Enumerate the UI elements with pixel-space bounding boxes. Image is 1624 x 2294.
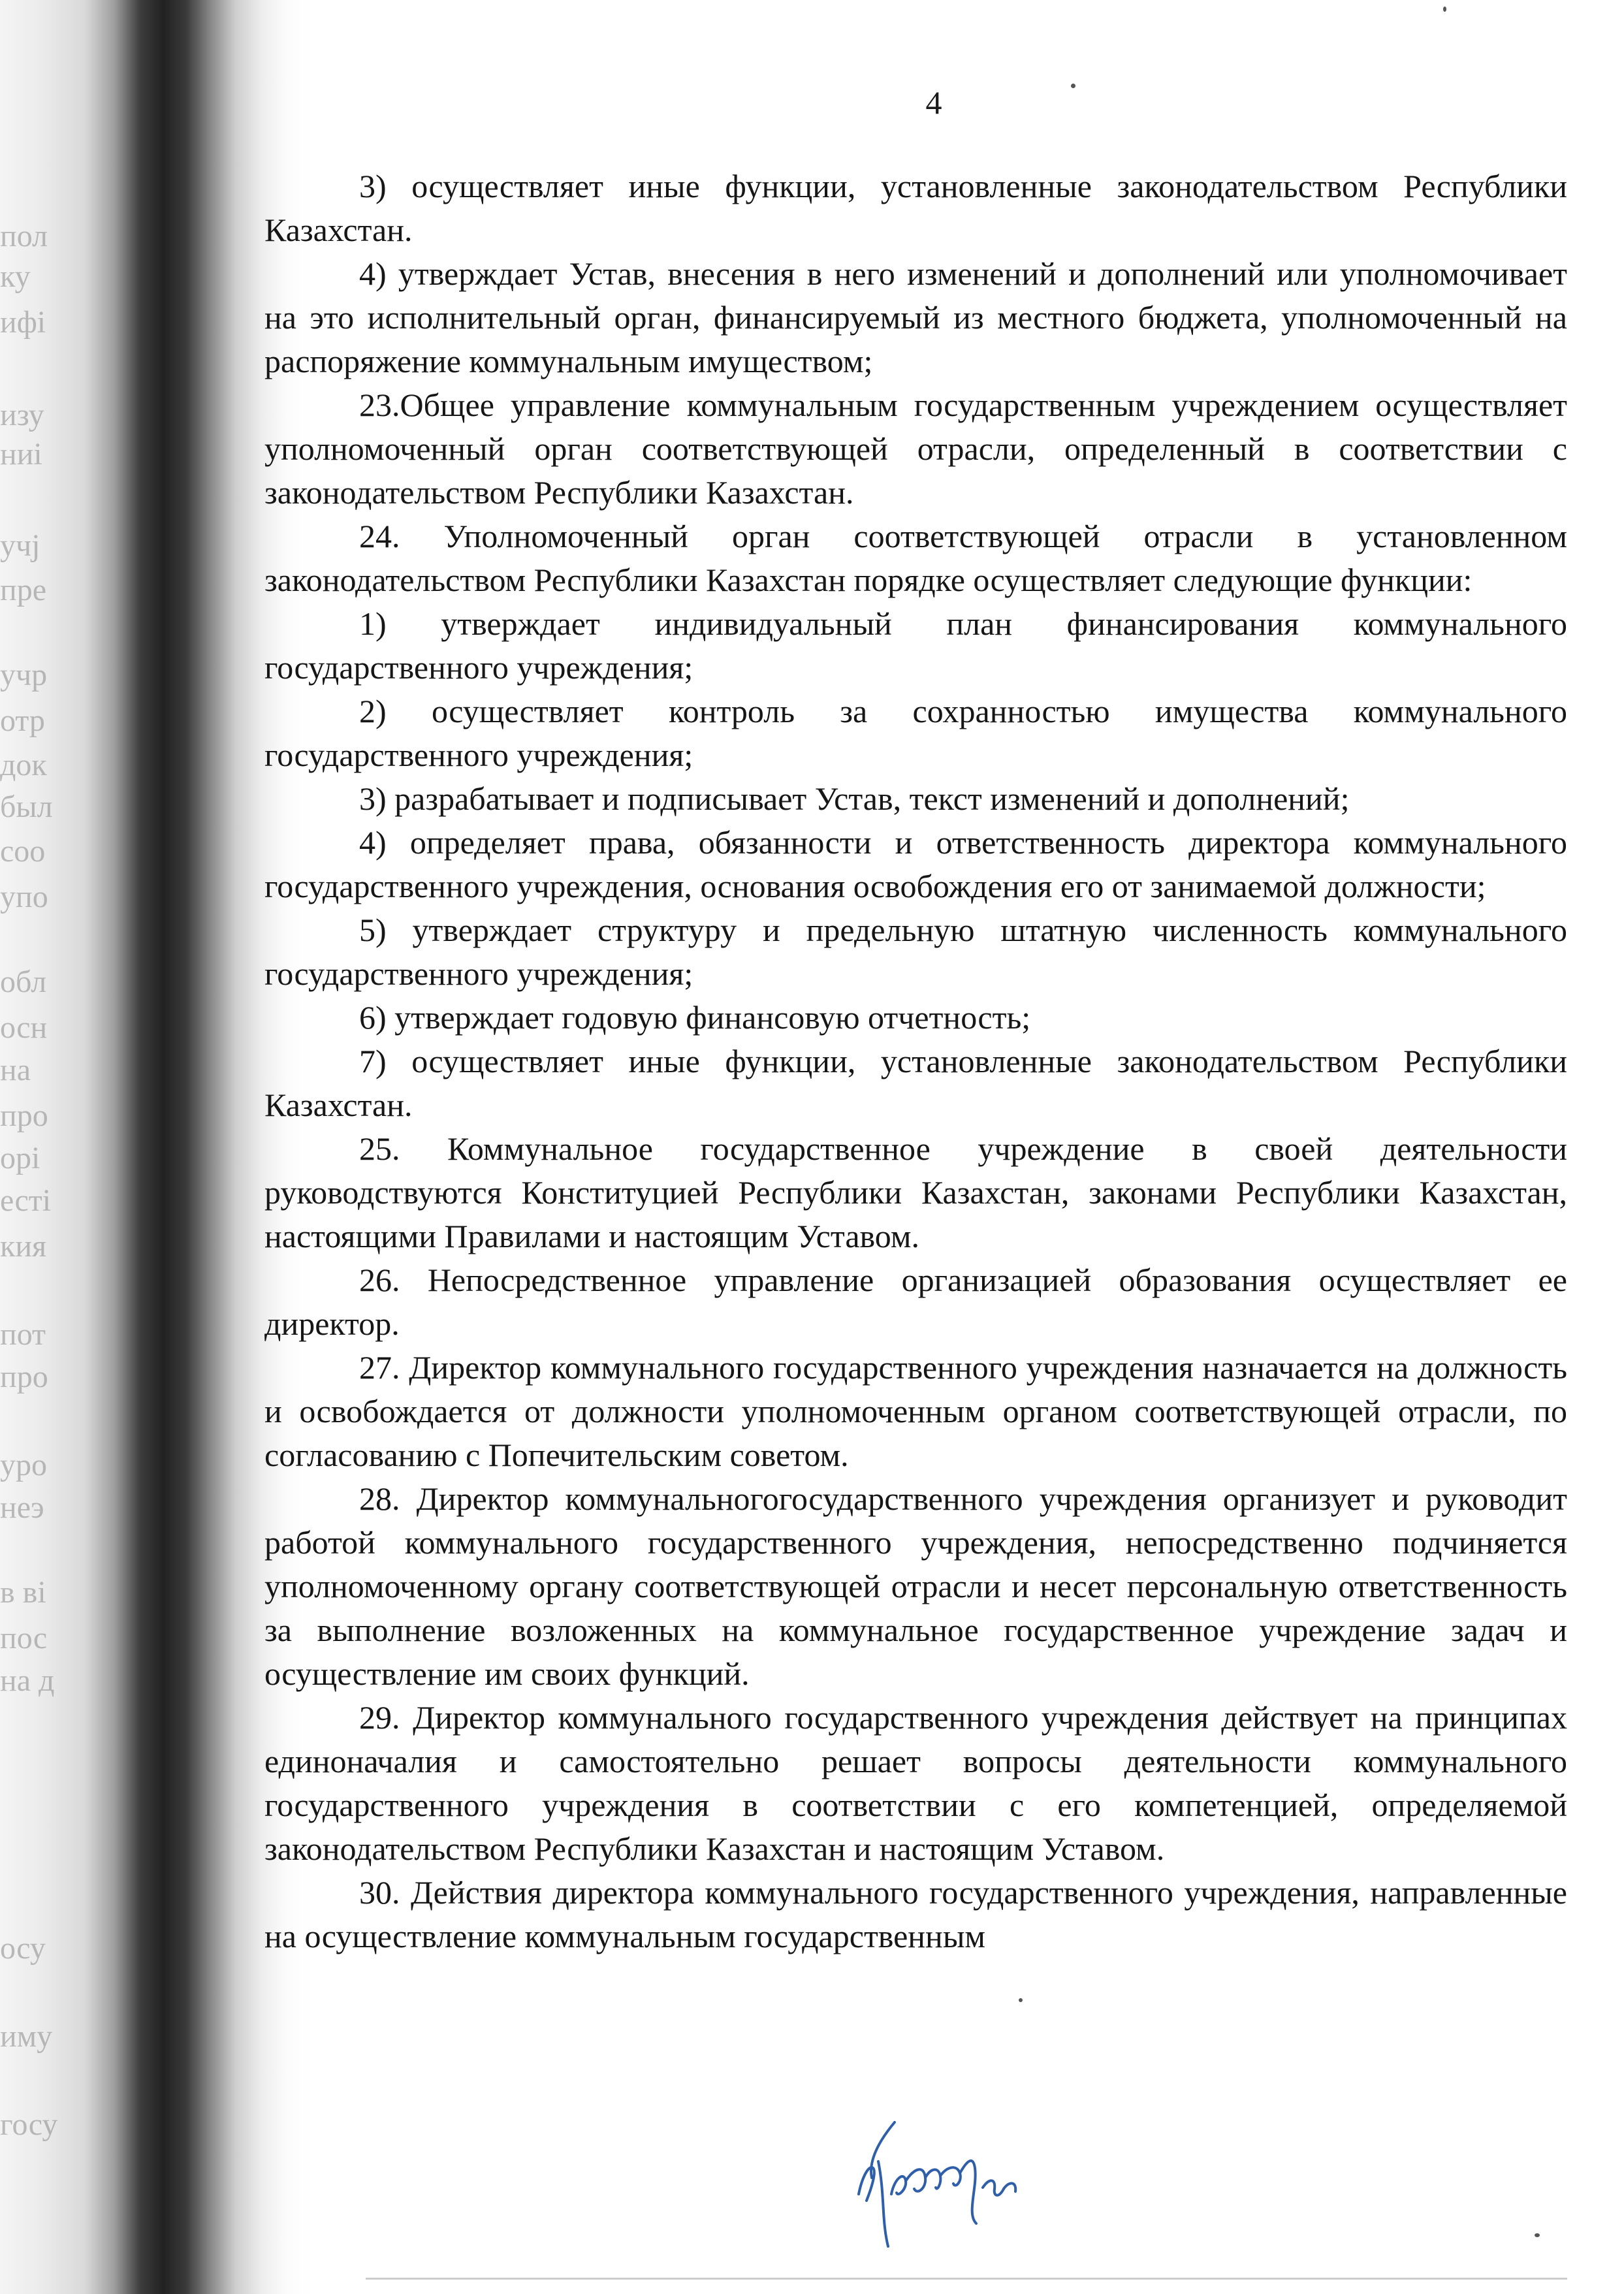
bleed-line: есті xyxy=(0,1183,52,1218)
bleed-line: госу xyxy=(0,2107,58,2142)
paragraph: 2) осуществляет контроль за сохранностью имущества коммунального государственного учреждения; xyxy=(264,693,1567,773)
bleed-line: про xyxy=(0,1098,48,1133)
bleed-line: орі xyxy=(0,1141,40,1175)
bleed-line: изу xyxy=(0,398,44,432)
scan-speck xyxy=(1443,7,1446,12)
page-number: 4 xyxy=(925,84,942,121)
bleed-line: обл xyxy=(0,964,47,999)
bleed-line: док xyxy=(0,748,47,782)
bleed-line: уро xyxy=(0,1448,47,1482)
handwritten-signature xyxy=(833,2116,1042,2253)
paragraph: 5) утверждает структуру и предельную штатную численность коммунального государственного учреждения; xyxy=(264,912,1567,992)
paragraph: 23.Общее управление коммунальным государственным учреждением осуществляет уполномоченный орган соответствующей отрасли, определенный в соответствии с законодательством Республики Казахстан. xyxy=(264,387,1567,511)
bleed-line: пол xyxy=(0,219,48,253)
bleed-line: на xyxy=(0,1053,31,1087)
bleed-line: ифі xyxy=(0,305,46,340)
bleed-line: учј xyxy=(0,528,40,563)
bleed-line: осу xyxy=(0,1931,46,1966)
bleed-through-text xyxy=(0,0,131,2294)
paragraph: 6) утверждает годовую финансовую отчетность; xyxy=(359,999,1031,1036)
paragraph: 4) утверждает Устав, внесения в него изменений и дополнений или уполномочивает на это исполнительный орган, финансируемый из местного бюджета, уполномоченный на распоряжение коммунальным имуществом; xyxy=(264,255,1567,379)
bleed-line: осн xyxy=(0,1010,48,1045)
bleed-line: отр xyxy=(0,703,45,738)
paragraph: 1) утверждает индивидуальный план финансирования коммунального государственного учреждения; xyxy=(264,605,1567,686)
bleed-line: учр xyxy=(0,658,48,692)
paragraph: 29. Директор коммунального государственного учреждения действует на принципах единоначалия и самостоятельно решает вопросы деятельности коммунального государственного учреждения в соответствии с его компетенцией, определяемой законодательством Республики Казахстан и настоящим Уставом. xyxy=(264,1699,1567,1867)
paragraph: 4) определяет права, обязанности и ответственность директора коммунального государственного учреждения, основания освобождения его от занимаемой должности; xyxy=(264,824,1567,904)
paragraph: 28. Директор коммунальногогосударственного учреждения организует и руководит работой коммунального государственного учреждения, непосредственно подчиняется уполномоченному органу соответствующей отрасли и несет персональную ответственность за выполнение возложенных на коммунальное государственное учреждение задач и осуществление им своих функций. xyxy=(264,1480,1567,1692)
paragraph: 26. Непосредственное управление организацией образования осуществляет ее директор. xyxy=(264,1262,1567,1342)
bottom-edge-line xyxy=(366,2278,1567,2280)
bleed-line: пот xyxy=(0,1317,46,1352)
bleed-line: ку xyxy=(0,259,31,294)
scan-speck xyxy=(1071,84,1075,88)
paragraph: 3) разрабатывает и подписывает Устав, текст изменений и дополнений; xyxy=(359,780,1350,817)
paragraph: 25. Коммунальное государственное учреждение в своей деятельности руководствуются Конституцией Республики Казахстан, законами Республики Казахстан, настоящими Правилами и настоящим Уставом. xyxy=(264,1130,1567,1254)
bleed-line: про xyxy=(0,1360,48,1394)
paragraph: 27. Директор коммунального государственного учреждения назначается на должность и освобождается от должности уполномоченным органом соответствующей отрасли, по согласованию с Попечительским советом. xyxy=(264,1349,1567,1473)
paragraph: 30. Действия директора коммунального государственного учреждения, направленные на осуществление коммунальным государственным xyxy=(264,1874,1567,1954)
bleed-line: кия xyxy=(0,1229,47,1264)
paragraph: 7) осуществляет иные функции, установленные законодательством Республики Казахстан. xyxy=(264,1043,1567,1123)
paragraph: 24. Уполномоченный орган соответствующей отрасли в установленном законодательством Республики Казахстан порядке осуществляет следующие функции: xyxy=(264,518,1567,598)
document-body xyxy=(264,165,1567,1958)
paragraph: 3) осуществляет иные функции, установленные законодательством Республики Казахстан. xyxy=(264,168,1567,248)
bleed-line: в ві xyxy=(0,1575,46,1610)
bleed-line: coo xyxy=(0,834,46,868)
bleed-line: иму xyxy=(0,2019,53,2054)
bleed-line: упо xyxy=(0,880,48,914)
scan-speck xyxy=(1535,2233,1540,2237)
bleed-line: неэ xyxy=(0,1490,44,1525)
bleed-line: был xyxy=(0,789,53,824)
bleed-line: пре xyxy=(0,573,46,607)
scan-speck xyxy=(1019,1998,1023,2002)
bleed-line: пос xyxy=(0,1621,48,1655)
bleed-line: на д xyxy=(0,1663,55,1698)
bleed-line: ниі xyxy=(0,437,42,471)
